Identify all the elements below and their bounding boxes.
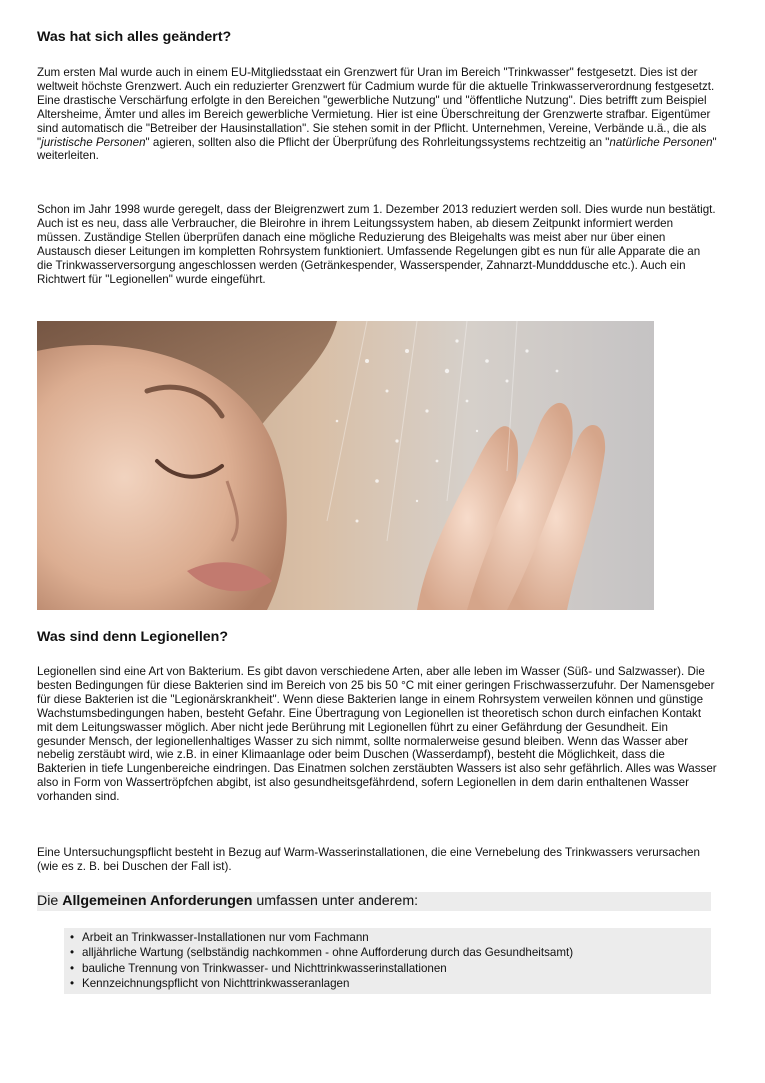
bullet-icon: •: [70, 946, 75, 960]
requirements-list-box: [64, 928, 711, 994]
list-item-text: Arbeit an Trinkwasser-Installationen nur vom Fachmann: [82, 931, 369, 944]
requirements-heading-prefix: Die: [37, 893, 63, 909]
requirements-heading: [37, 892, 711, 911]
requirements-heading-suffix: umfassen unter anderem:: [252, 893, 419, 909]
heading-legionella: Was sind denn Legionellen?: [37, 629, 229, 645]
list-item-text: bauliche Trennung von Trinkwasser- und Nichttrinkwasserinstallationen: [82, 961, 447, 975]
requirements-list: [70, 930, 711, 992]
paragraph-legionella-1: Legionellen sind eine Art von Bakterium. Es gibt davon verschiedene Arten, aber alle leben im Wasser (Süß- und Salzwasser). Die besten Bedingungen für diese Bakterien sind im Bereich von 25 bis 50 °C mit einer geringen Frischwasserzufuhr. Der Namensgeber für diese Bakterien ist die "Legionärskrankheit". Wenn diese Bakterien lange in einem Rohrsystem verweilen können und günstige Wachstumsbedingungen haben, besteht Gefahr. Eine Übertragung von Legionellen ist theoretisch schon durch einfachen Kontakt mit dem Leitungswasser möglich. Aber nicht jede Berührung mit Legionellen führt zu einer Gefährdung der Gesundheit. Ein gesunder Mensch, der legionellenhaltiges Wasser zu sich nimmt, sollte normalerweise gesund bleiben. Wenn das Wasser aber nebelig zerstäubt wird, wie z.B. in einer Klimaanlage oder beim Duschen (Wasserdampf), besteht die Möglichkeit, dass die Bakterien in tiefe Lungenbereiche eindringen. Das Einatmen solchen zerstäubten Wassers ist also sehr gefährlich. Alles was Wasser also in Form von Wassertröpfchen abgibt, ist also gesundheitsgefährdend, sofern Legionellen in dem darin enthaltenen Wasser vorhanden sind.: [37, 665, 717, 804]
paragraph-changes-1: [37, 66, 717, 163]
list-item-text: Kennzeichnungspflicht von Nichttrinkwasseranlagen: [82, 977, 350, 991]
shower-photo-illustration: [37, 321, 654, 610]
bullet-icon: •: [70, 931, 75, 944]
list-item: [70, 961, 711, 976]
paragraph-legionella-2: Eine Untersuchungspflicht besteht in Bezug auf Warm-Wasserinstallationen, die eine Vernebelung des Trinkwassers verursachen (wie es z. B. bei Duschen der Fall ist).: [37, 846, 700, 873]
list-item: [70, 930, 711, 945]
bullet-icon: •: [70, 961, 75, 975]
paragraph-changes-2: Schon im Jahr 1998 wurde geregelt, dass der Bleigrenzwert zum 1. Dezember 2013 reduziert werden soll. Dies wurde nun bestätigt. Auch ist es neu, dass alle Verbraucher, die Bleirohre in ihrem Leitungssystem haben, ab diesem Zeitpunkt informiert werden müssen. Zuständige Stellen überprüfen danach eine mögliche Reduzierung des Bleigehalts was meist aber nur über einen Austausch dieser Leitungen im kompletten Rohrsystem funktioniert. Umfassende Regelungen gibt es nun für alle Apparate die an die Trinkwasserversorgung angeschlossen werden (Getränkespender, Wasserspender, Zahnarzt-Mundddusche etc.). Auch ein Richtwert für "Legionellen" wurde eingeführt.: [37, 203, 716, 286]
list-item: [70, 945, 711, 960]
emphasis-legal-persons: juristische Personen: [41, 135, 146, 149]
paragraph-changes-1-part-b: " agieren, sollten also die Pflicht der Überprüfung des Rohrleitungssystems rechtzeitig an ": [145, 135, 610, 149]
shower-woman-photo: [37, 321, 654, 610]
emphasis-natural-persons: natürliche Personen: [609, 135, 713, 149]
list-item-text: alljährliche Wartung (selbständig nachkommen - ohne Aufforderung durch das Gesundheitsamt): [82, 946, 574, 960]
bullet-icon: •: [70, 977, 75, 991]
list-item: [70, 976, 711, 991]
heading-changes: Was hat sich alles geändert?: [37, 29, 232, 45]
paragraph-changes-1-part-c: " weiterleiten.: [37, 135, 717, 163]
paragraph-changes-1-part-a: Zum ersten Mal wurde auch in einem EU-Mitgliedsstaat ein Grenzwert für Uran im Bereich "Trinkwasser" festgesetzt. Dies ist der weltweit höchste Grenzwert. Auch ein reduzierter Grenzwert für Cadmium wurde für die aktuelle Trinkwasserverordnung festgesetzt. Eine drastische Verschärfung erfolgte in den Bereichen "gewerbliche Nutzung" und "öffentliche Nutzung". Dies betrifft zum Beispiel Altersheime, Ämter und alles im Bereich gewerbliche Vermietung. Hier ist eine Überschreitung der Grenzwerte strafbar. Eigentümer sind automatisch die "Betreiber der Hausinstallation". Sie stehen somit in der Pflicht. Unternehmen, Vereine, Verbände u.ä., die als ": [37, 66, 715, 149]
requirements-heading-bold: Allgemeinen Anforderungen: [62, 893, 253, 909]
